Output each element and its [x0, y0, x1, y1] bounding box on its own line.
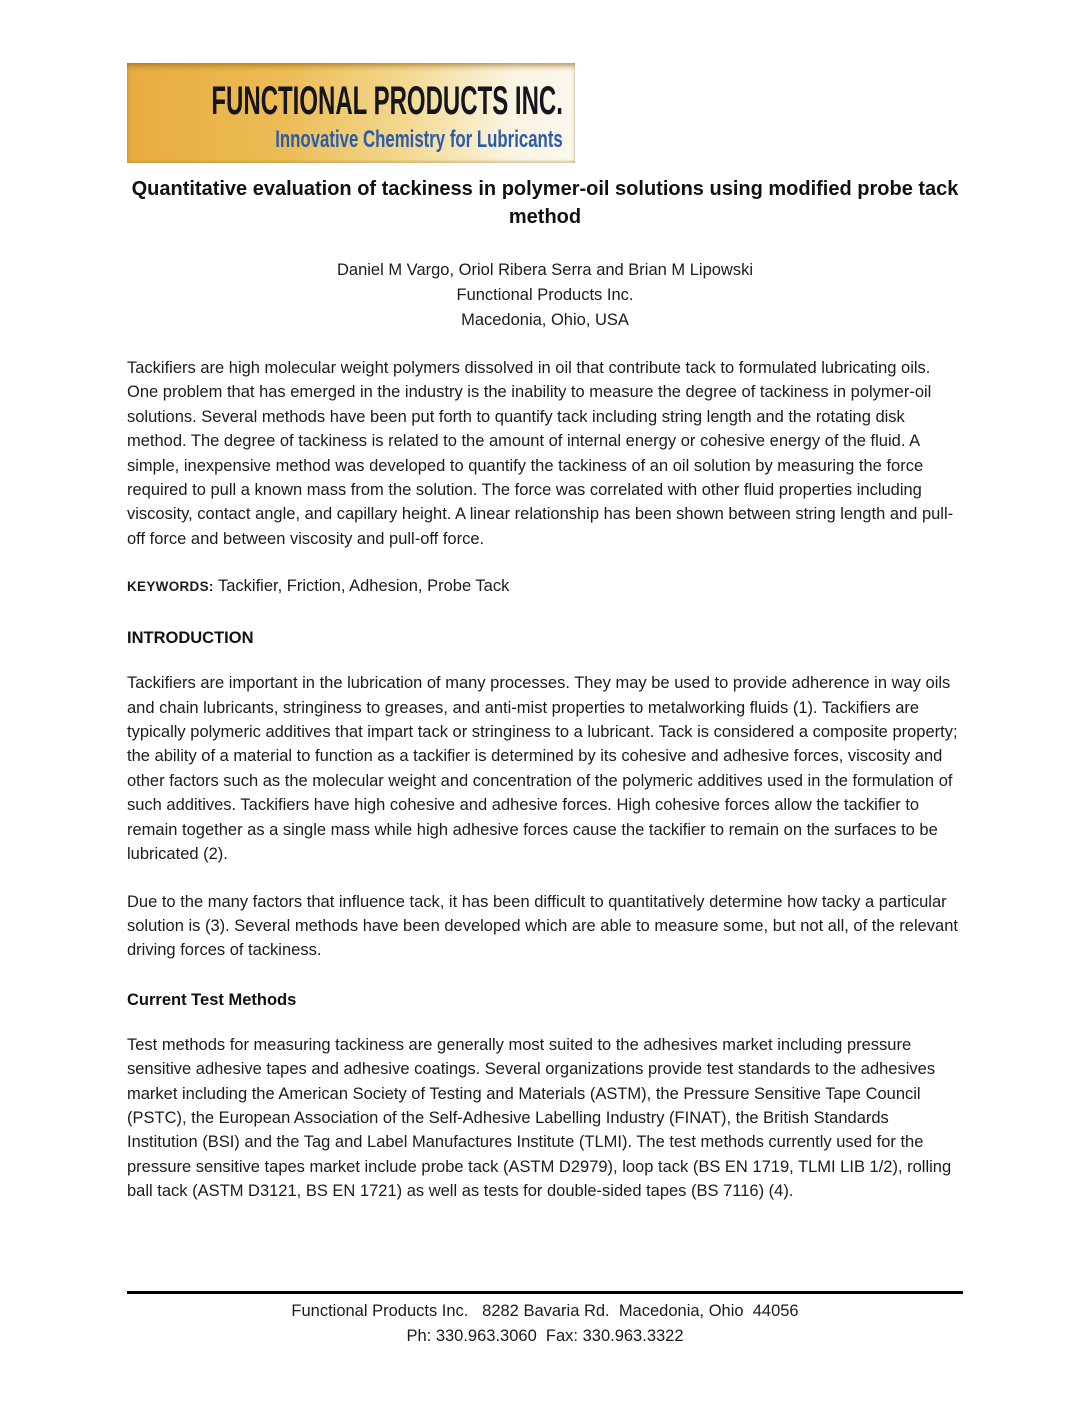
keywords-label: KEYWORDS: [127, 579, 214, 595]
keywords-line [127, 574, 963, 599]
company-logo-tagline: Innovative Chemistry for Lubricants [275, 125, 563, 153]
paper-page [127, 0, 963, 1408]
paper-title: Quantitative evaluation of tackiness in polymer-oil solutions using modified probe tack method [131, 178, 959, 228]
company-logo-name: FUNCTIONAL PRODUCTS INC. [211, 78, 563, 123]
footer-address: Functional Products Inc. 8282 Bavaria Rd. Macedonia, Ohio 44056 [291, 1302, 799, 1320]
page-footer [127, 1291, 963, 1349]
affiliation-line: Functional Products Inc. [456, 286, 634, 304]
location-line: Macedonia, Ohio, USA [461, 311, 629, 329]
introduction-paragraph-2: Due to the many factors that influence tack, it has been difficult to quantitatively determine how tacky a particular solution is (3). Several methods have been developed which are able to measure some, but not all, of the relevant driving forces of tackiness. [127, 892, 958, 960]
company-logo-banner [127, 63, 575, 163]
abstract-paragraph: Tackifiers are high molecular weight polymers dissolved in oil that contribute tack to formulated lubricating oils. One problem that has emerged in the industry is the inability to measure the degree of tackiness in polymer-oil solutions. Several methods have been put forth to quantify tack including string length and the rotating disk method. The degree of tackiness is related to the amount of internal energy or cohesive energy of the fluid. A simple, inexpensive method was developed to quantify the tackiness of an oil solution by measuring the force required to pull a known mass from the solution. The force was correlated with other fluid properties including viscosity, contact angle, and capillary height. A linear relationship has been shown between string length and pull-off force and between viscosity and pull-off force. [127, 359, 954, 548]
section-heading-current-test-methods: Current Test Methods [127, 990, 297, 1009]
keywords-list: Tackifier, Friction, Adhesion, Probe Tack [218, 577, 510, 596]
footer-divider [127, 1291, 963, 1294]
section-heading-introduction: INTRODUCTION [127, 629, 254, 648]
current-test-methods-paragraph: Test methods for measuring tackiness are generally most suited to the adhesives market including pressure sensitive adhesive tapes and adhesive coatings. Several organizations provide test standards to the adhesives market including the American Society of Testing and Materials (ASTM), the Pressure Sensitive Tape Council (PSTC), the European Association of the Self-Adhesive Labelling Industry (FINAT), the British Standards Institution (BSI) and the Tag and Label Manufactures Institute (TLMI). The test methods currently used for the pressure sensitive tapes market include probe tack (ASTM D2979), loop tack (BS EN 1719, TLMI LIB 1/2), rolling ball tack (ASTM D3121, BS EN 1721) as well as tests for double-sided tapes (BS 7116) (4). [127, 1035, 952, 1201]
author-block [127, 258, 963, 333]
authors-line: Daniel M Vargo, Oriol Ribera Serra and Brian M Lipowski [336, 261, 754, 279]
footer-phone: Ph: 330.963.3060 Fax: 330.963.3322 [406, 1327, 684, 1345]
introduction-paragraph-1: Tackifiers are important in the lubrication of many processes. They may be used to provide adherence in way oils and chain lubricants, stringiness to greases, and anti-mist properties to metalworking fluids (1). Tackifiers are typically polymeric additives that impart tack or stringiness to a lubricant. Tack is considered a composite property; the ability of a material to function as a tackifier is determined by its cohesive and adhesive forces, viscosity and other factors such as the molecular weight and concentration of the polymeric additives used in the formulation of such additives. Tackifiers have high cohesive and adhesive forces. High cohesive forces allow the tackifier to remain together as a single mass while high adhesive forces cause the tackifier to remain on the surfaces to be lubricated (2). [127, 674, 958, 864]
